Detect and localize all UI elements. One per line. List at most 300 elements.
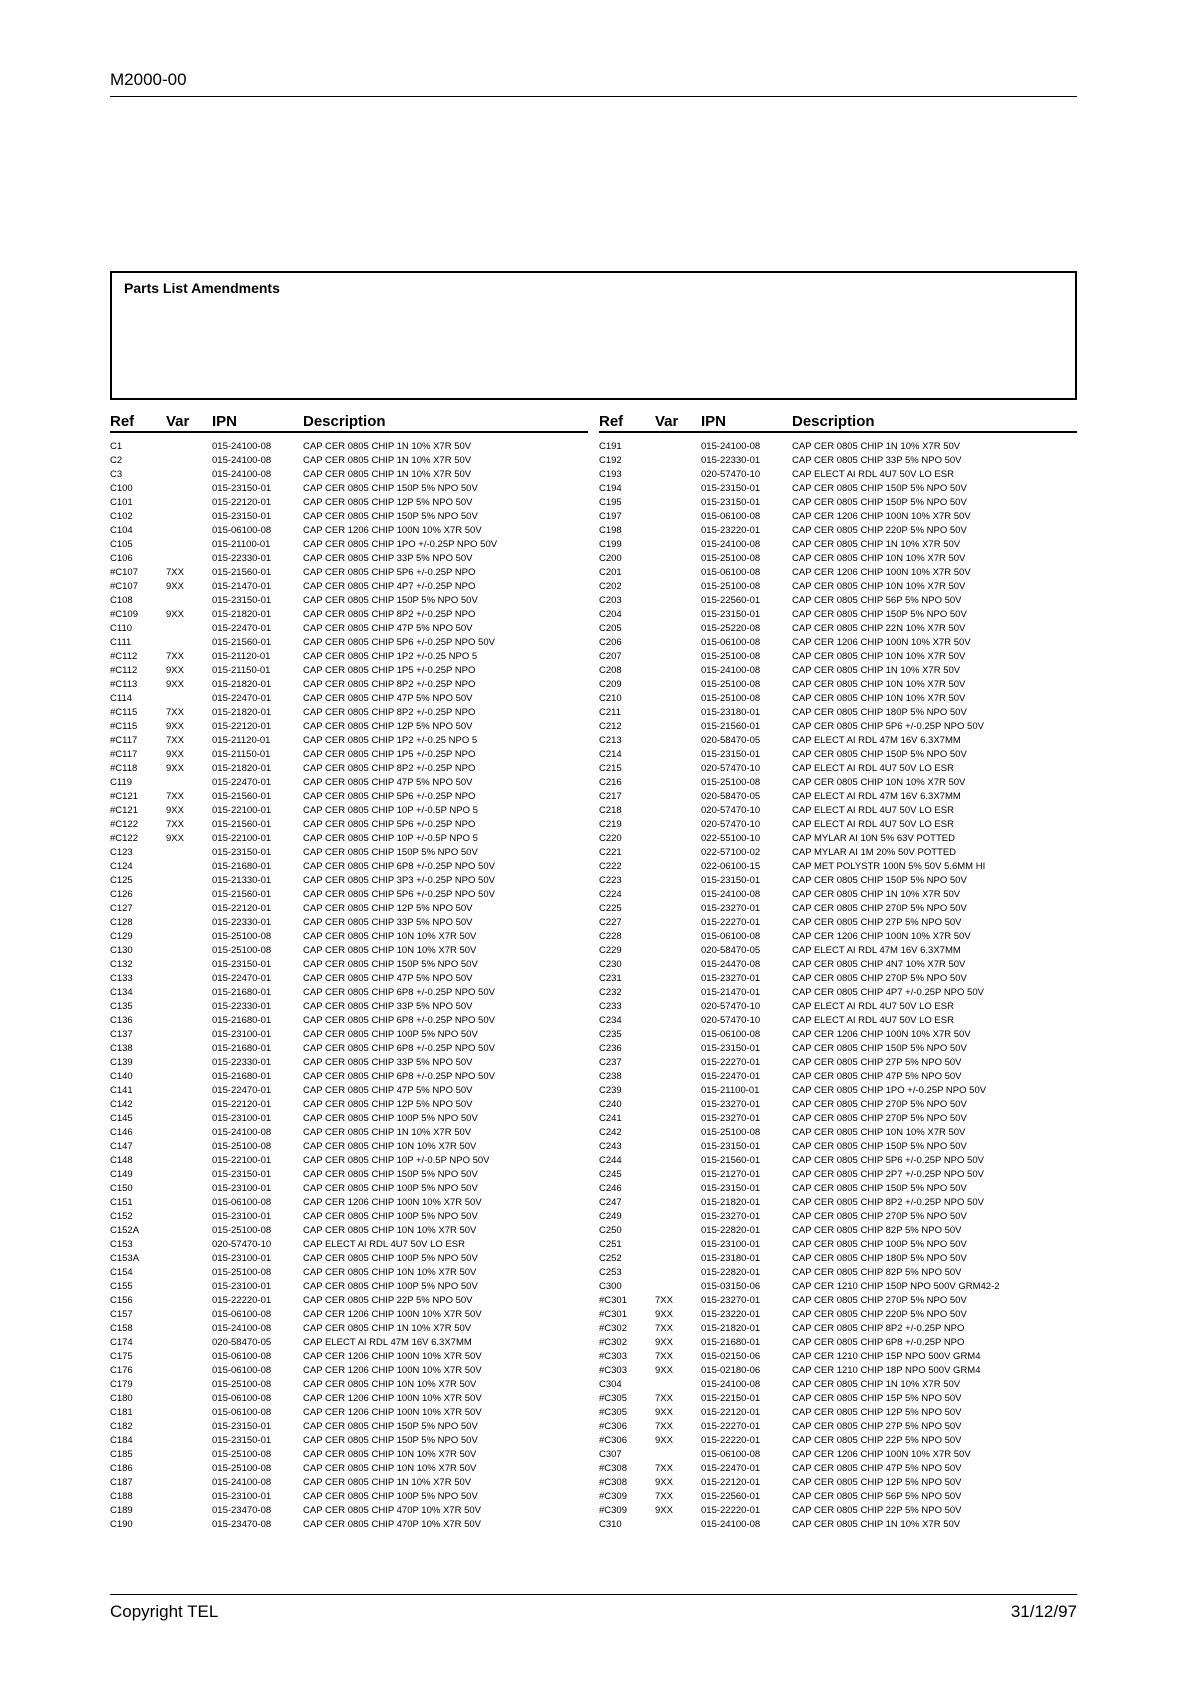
part-ipn: 015-23270-01	[701, 903, 761, 914]
part-ref: #C309	[599, 1491, 627, 1502]
part-ref: C174	[110, 1337, 133, 1348]
part-description: CAP CER 1206 CHIP 100N 10% X7R 50V	[792, 637, 971, 648]
part-variant: 7XX	[655, 1351, 673, 1362]
table-row	[110, 622, 588, 636]
part-description: CAP CER 1206 CHIP 100N 10% X7R 50V	[792, 1449, 971, 1460]
part-ipn: 015-23150-01	[701, 1183, 761, 1194]
part-description: CAP CER 0805 CHIP 2P7 +/-0.25P NPO 50V	[792, 1169, 984, 1180]
part-description: CAP CER 0805 CHIP 150P 5% NPO 50V	[303, 595, 478, 606]
part-ipn: 015-22270-01	[701, 917, 761, 928]
part-description: CAP CER 0805 CHIP 100P 5% NPO 50V	[303, 1183, 478, 1194]
part-description: CAP CER 0805 CHIP 10N 10% X7R 50V	[792, 1127, 966, 1138]
part-description: CAP CER 0805 CHIP 1N 10% X7R 50V	[303, 455, 472, 466]
part-ipn: 015-24100-08	[701, 1379, 761, 1390]
part-variant: 9XX	[166, 749, 184, 760]
part-description: CAP MYLAR AI 1M 20% 50V POTTED	[792, 847, 957, 858]
table-row	[599, 832, 1077, 846]
table-row	[110, 510, 588, 524]
part-description: CAP CER 0805 CHIP 6P8 +/-0.25P NPO 50V	[303, 987, 495, 998]
part-ref: C130	[110, 945, 133, 956]
part-ref: C175	[110, 1351, 133, 1362]
part-ref: C194	[599, 483, 622, 494]
part-description: CAP CER 0805 CHIP 6P8 +/-0.25P NPO 50V	[303, 1071, 495, 1082]
table-row	[110, 846, 588, 860]
part-ref: C221	[599, 847, 622, 858]
part-ipn: 015-21560-01	[212, 791, 272, 802]
part-variant: 9XX	[166, 721, 184, 732]
part-ipn: 015-22120-01	[212, 903, 272, 914]
part-description: CAP CER 1206 CHIP 100N 10% X7R 50V	[303, 1197, 482, 1208]
part-description: CAP CER 0805 CHIP 22P 5% NPO 50V	[792, 1505, 962, 1516]
part-ref: C237	[599, 1057, 622, 1068]
part-ref: C199	[599, 539, 622, 550]
table-row	[110, 916, 588, 930]
part-ref: C104	[110, 525, 133, 536]
part-ref: C231	[599, 973, 622, 984]
part-description: CAP CER 0805 CHIP 100P 5% NPO 50V	[303, 1281, 478, 1292]
part-ref: #C122	[110, 819, 138, 830]
part-description: CAP CER 0805 CHIP 10N 10% X7R 50V	[792, 553, 966, 564]
part-description: CAP CER 0805 CHIP 1N 10% X7R 50V	[303, 469, 472, 480]
part-ref: C251	[599, 1239, 622, 1250]
part-ipn: 015-21560-01	[212, 637, 272, 648]
part-ipn: 015-21120-01	[212, 651, 271, 662]
part-description: CAP CER 0805 CHIP 270P 5% NPO 50V	[792, 1113, 967, 1124]
part-ipn: 015-21560-01	[701, 1155, 761, 1166]
part-ipn: 022-55100-10	[701, 833, 761, 844]
table-row	[599, 1448, 1077, 1462]
part-description: CAP CER 0805 CHIP 100P 5% NPO 50V	[303, 1491, 478, 1502]
part-ref: C145	[110, 1113, 133, 1124]
table-row	[110, 720, 588, 734]
part-ipn: 015-06100-08	[212, 1407, 272, 1418]
part-ipn: 015-21680-01	[212, 1071, 272, 1082]
part-description: CAP CER 0805 CHIP 10N 10% X7R 50V	[303, 1225, 477, 1236]
part-description: CAP CER 0805 CHIP 33P 5% NPO 50V	[303, 917, 473, 928]
part-description: CAP CER 0805 CHIP 270P 5% NPO 50V	[792, 1295, 967, 1306]
part-description: CAP CER 0805 CHIP 5P6 +/-0.25P NPO 50V	[303, 637, 495, 648]
part-ipn: 015-22470-01	[212, 623, 272, 634]
table-row	[599, 608, 1077, 622]
part-description: CAP CER 0805 CHIP 4P7 +/-0.25P NPO	[303, 581, 476, 592]
table-row	[599, 1406, 1077, 1420]
table-row	[110, 790, 588, 804]
part-ipn: 015-21820-01	[212, 679, 272, 690]
part-description: CAP CER 0805 CHIP 47P 5% NPO 50V	[792, 1463, 962, 1474]
part-ipn: 015-21270-01	[701, 1169, 761, 1180]
part-ref: C134	[110, 987, 133, 998]
part-ipn: 015-25100-08	[701, 679, 761, 690]
table-row	[599, 1224, 1077, 1238]
part-description: CAP CER 0805 CHIP 5P6 +/-0.25P NPO 50V	[792, 721, 984, 732]
part-ref: C243	[599, 1141, 622, 1152]
part-ref: C153A	[110, 1253, 140, 1264]
part-description: CAP CER 0805 CHIP 5P6 +/-0.25P NPO	[303, 567, 476, 578]
part-ref: C182	[110, 1421, 133, 1432]
table-row	[110, 958, 588, 972]
part-ref: C181	[110, 1407, 133, 1418]
part-description: CAP CER 0805 CHIP 4N7 10% X7R 50V	[792, 959, 966, 970]
part-ipn: 015-25100-08	[212, 1141, 272, 1152]
part-description: CAP CER 0805 CHIP 1PO +/-0.25P NPO 50V	[792, 1085, 987, 1096]
part-ipn: 015-22820-01	[701, 1267, 761, 1278]
table-row	[599, 1182, 1077, 1196]
part-ref: C211	[599, 707, 622, 718]
table-row	[599, 1308, 1077, 1322]
part-ref: C137	[110, 1029, 133, 1040]
copyright: Copyright TEL	[110, 1602, 219, 1621]
part-ipn: 015-21150-01	[212, 665, 271, 676]
table-row	[110, 930, 588, 944]
part-ref: C206	[599, 637, 622, 648]
table-row	[110, 454, 588, 468]
part-description: CAP CER 0805 CHIP 12P 5% NPO 50V	[792, 1477, 962, 1488]
part-description: CAP CER 0805 CHIP 33P 5% NPO 50V	[792, 455, 962, 466]
part-ref: C241	[599, 1113, 622, 1124]
part-variant: 7XX	[655, 1421, 673, 1432]
part-ipn: 015-22330-01	[212, 917, 272, 928]
part-ref: #C115	[110, 721, 138, 732]
part-ipn: 015-23100-01	[212, 1113, 272, 1124]
amendments-box	[110, 271, 1077, 400]
table-row	[110, 1126, 588, 1140]
part-ref: C100	[110, 483, 133, 494]
table-row	[599, 916, 1077, 930]
table-row	[599, 1154, 1077, 1168]
table-row	[599, 636, 1077, 650]
table-row	[110, 944, 588, 958]
table-row	[599, 874, 1077, 888]
part-ref: #C305	[599, 1407, 627, 1418]
part-description: CAP CER 0805 CHIP 1P5 +/-0.25P NPO	[303, 749, 476, 760]
part-ipn: 015-21100-01	[212, 539, 271, 550]
part-ipn: 015-22220-01	[701, 1435, 761, 1446]
table-row	[110, 1056, 588, 1070]
table-row	[110, 1238, 588, 1252]
part-ref: C198	[599, 525, 622, 536]
table-row	[110, 524, 588, 538]
part-description: CAP CER 0805 CHIP 6P8 +/-0.25P NPO 50V	[303, 861, 495, 872]
part-ref: C149	[110, 1169, 133, 1180]
table-row	[599, 692, 1077, 706]
part-description: CAP CER 0805 CHIP 10P +/-0.5P NPO 5	[303, 805, 478, 816]
part-description: CAP CER 0805 CHIP 10N 10% X7R 50V	[792, 679, 966, 690]
part-description: CAP CER 0805 CHIP 82P 5% NPO 50V	[792, 1225, 962, 1236]
part-description: CAP CER 0805 CHIP 150P 5% NPO 50V	[792, 749, 967, 760]
part-description: CAP ELECT AI RDL 4U7 50V LO ESR	[792, 469, 954, 480]
part-description: CAP ELECT AI RDL 4U7 50V LO ESR	[792, 1015, 954, 1026]
table-row	[110, 496, 588, 510]
part-ref: C189	[110, 1505, 133, 1516]
part-description: CAP CER 0805 CHIP 150P 5% NPO 50V	[792, 875, 967, 886]
part-ref: C193	[599, 469, 622, 480]
part-ipn: 015-22330-01	[701, 455, 761, 466]
table-row	[599, 510, 1077, 524]
part-ref: C252	[599, 1253, 622, 1264]
part-ipn: 015-22470-01	[212, 973, 272, 984]
part-description: CAP CER 0805 CHIP 100P 5% NPO 50V	[303, 1029, 478, 1040]
part-ipn: 015-22330-01	[212, 1057, 272, 1068]
part-ref: C127	[110, 903, 133, 914]
part-ref: C229	[599, 945, 622, 956]
part-description: CAP CER 0805 CHIP 150P 5% NPO 50V	[303, 1421, 478, 1432]
table-row	[110, 902, 588, 916]
part-ref: C197	[599, 511, 622, 522]
part-description: CAP CER 0805 CHIP 8P2 +/-0.25P NPO	[303, 609, 476, 620]
part-ref: #C302	[599, 1337, 627, 1348]
part-ipn: 015-23150-01	[212, 483, 272, 494]
part-ipn: 015-25100-08	[212, 945, 272, 956]
part-description: CAP CER 0805 CHIP 10N 10% X7R 50V	[303, 945, 477, 956]
table-row	[110, 1070, 588, 1084]
part-ipn: 015-22150-01	[701, 1393, 761, 1404]
part-variant: 9XX	[166, 805, 184, 816]
table-row	[599, 1028, 1077, 1042]
part-ipn: 015-22470-01	[701, 1463, 761, 1474]
part-ref: #C301	[599, 1309, 627, 1320]
table-row	[599, 1252, 1077, 1266]
part-description: CAP CER 0805 CHIP 100P 5% NPO 50V	[303, 1211, 478, 1222]
table-row	[110, 832, 588, 846]
table-row	[599, 622, 1077, 636]
part-ipn: 015-22820-01	[701, 1225, 761, 1236]
part-description: CAP CER 0805 CHIP 10N 10% X7R 50V	[303, 1463, 477, 1474]
table-row	[110, 566, 588, 580]
table-header	[599, 413, 1077, 433]
part-variant: 9XX	[655, 1365, 673, 1376]
part-description: CAP CER 0805 CHIP 270P 5% NPO 50V	[792, 903, 967, 914]
table-row	[110, 1042, 588, 1056]
table-row	[599, 1462, 1077, 1476]
part-description: CAP CER 0805 CHIP 12P 5% NPO 50V	[303, 903, 473, 914]
part-variant: 9XX	[166, 763, 184, 774]
part-ipn: 020-57470-10	[701, 469, 761, 480]
part-description: CAP CER 0805 CHIP 150P 5% NPO 50V	[303, 483, 478, 494]
part-ref: C141	[110, 1085, 133, 1096]
table-row	[599, 1084, 1077, 1098]
document-id: M2000-00	[110, 70, 187, 89]
part-ipn: 015-03150-06	[701, 1281, 761, 1292]
part-ipn: 015-22560-01	[701, 1491, 761, 1502]
part-ipn: 015-25100-08	[701, 651, 761, 662]
part-ref: C135	[110, 1001, 133, 1012]
part-ref: C203	[599, 595, 622, 606]
part-ipn: 015-23150-01	[212, 1435, 272, 1446]
part-ipn: 015-21680-01	[212, 861, 272, 872]
table-row	[599, 790, 1077, 804]
part-ipn: 015-21560-01	[212, 819, 272, 830]
table-row	[599, 1336, 1077, 1350]
table-row	[599, 762, 1077, 776]
part-ipn: 015-23270-01	[701, 1113, 761, 1124]
part-description: CAP CER 0805 CHIP 47P 5% NPO 50V	[303, 623, 473, 634]
part-ipn: 015-23270-01	[701, 1099, 761, 1110]
part-ref: C148	[110, 1155, 133, 1166]
part-ref: #C112	[110, 651, 138, 662]
part-ipn: 015-24100-08	[212, 455, 272, 466]
table-row	[110, 776, 588, 790]
part-ipn: 015-06100-08	[212, 1309, 272, 1320]
part-ipn: 015-06100-08	[212, 1393, 272, 1404]
table-row	[599, 1168, 1077, 1182]
part-ref: C110	[110, 623, 133, 634]
part-description: CAP CER 0805 CHIP 22N 10% X7R 50V	[792, 623, 966, 634]
part-ipn: 020-57470-10	[701, 763, 761, 774]
table-row	[110, 608, 588, 622]
part-ref: C187	[110, 1477, 133, 1488]
header-ipn: IPN	[212, 413, 238, 430]
part-ipn: 015-23150-01	[701, 497, 761, 508]
part-ipn: 015-22560-01	[701, 595, 761, 606]
part-ipn: 015-23470-08	[212, 1505, 272, 1516]
part-description: CAP CER 1210 CHIP 150P NPO 500V GRM42-2	[792, 1281, 1000, 1292]
part-ipn: 015-02150-06	[701, 1351, 761, 1362]
table-row	[599, 1504, 1077, 1518]
part-ipn: 015-23100-01	[701, 1239, 761, 1250]
part-ipn: 015-23100-01	[212, 1281, 272, 1292]
part-ref: #C302	[599, 1323, 627, 1334]
part-ipn: 015-06100-08	[212, 1365, 272, 1376]
header-description: Description	[792, 413, 875, 430]
part-ipn: 015-06100-08	[701, 567, 761, 578]
part-ref: C224	[599, 889, 622, 900]
part-ref: C185	[110, 1449, 133, 1460]
part-ref: #C305	[599, 1393, 627, 1404]
part-ref: C146	[110, 1127, 133, 1138]
table-header	[110, 413, 588, 433]
table-row	[599, 944, 1077, 958]
part-ref: C235	[599, 1029, 622, 1040]
part-ipn: 015-23100-01	[212, 1491, 272, 1502]
part-description: CAP ELECT AI RDL 47M 16V 6.3X7MM	[792, 735, 961, 746]
part-ref: C202	[599, 581, 622, 592]
part-ref: C105	[110, 539, 133, 550]
part-ipn: 015-21330-01	[212, 875, 272, 886]
table-row	[110, 580, 588, 594]
part-description: CAP ELECT AI RDL 47M 16V 6.3X7MM	[792, 945, 961, 956]
table-row	[599, 930, 1077, 944]
part-description: CAP CER 0805 CHIP 270P 5% NPO 50V	[792, 973, 967, 984]
parts-table-left	[110, 413, 588, 1532]
part-ref: C228	[599, 931, 622, 942]
part-ipn: 015-06100-08	[701, 1029, 761, 1040]
part-description: CAP CER 1206 CHIP 100N 10% X7R 50V	[303, 1351, 482, 1362]
part-ref: C3	[110, 469, 123, 480]
table-row	[599, 804, 1077, 818]
part-ref: C151	[110, 1197, 133, 1208]
part-ref: C119	[110, 777, 133, 788]
part-ref: C176	[110, 1365, 133, 1376]
part-ipn: 022-57100-02	[701, 847, 761, 858]
part-ref: C247	[599, 1197, 622, 1208]
part-ref: C253	[599, 1267, 622, 1278]
table-row	[110, 1014, 588, 1028]
part-description: CAP CER 0805 CHIP 6P8 +/-0.25P NPO 50V	[303, 1043, 495, 1054]
table-row	[110, 1000, 588, 1014]
part-ref: C101	[110, 497, 133, 508]
part-ref: #C117	[110, 749, 138, 760]
part-description: CAP CER 0805 CHIP 1PO +/-0.25P NPO 50V	[303, 539, 498, 550]
part-description: CAP CER 0805 CHIP 1N 10% X7R 50V	[303, 1323, 472, 1334]
part-ref: C238	[599, 1071, 622, 1082]
table-row	[110, 1490, 588, 1504]
part-ref: C204	[599, 609, 622, 620]
part-ref: C249	[599, 1211, 622, 1222]
table-row	[110, 1210, 588, 1224]
table-row	[599, 1476, 1077, 1490]
table-row	[110, 706, 588, 720]
part-ref: #C109	[110, 609, 138, 620]
table-row	[110, 1098, 588, 1112]
table-row	[599, 1000, 1077, 1014]
part-ref: C138	[110, 1043, 133, 1054]
part-variant: 7XX	[655, 1491, 673, 1502]
part-ref: C233	[599, 1001, 622, 1012]
part-description: CAP CER 0805 CHIP 5P6 +/-0.25P NPO 50V	[303, 889, 495, 900]
part-ipn: 015-23150-01	[701, 1141, 761, 1152]
table-row	[110, 468, 588, 482]
part-variant: 7XX	[166, 707, 184, 718]
part-description: CAP CER 0805 CHIP 270P 5% NPO 50V	[792, 1099, 967, 1110]
part-description: CAP CER 0805 CHIP 12P 5% NPO 50V	[303, 1099, 473, 1110]
table-row	[110, 734, 588, 748]
part-ref: C158	[110, 1323, 133, 1334]
part-description: CAP CER 0805 CHIP 1N 10% X7R 50V	[303, 1477, 472, 1488]
part-variant: 9XX	[655, 1337, 673, 1348]
part-ipn: 015-24100-08	[212, 1323, 272, 1334]
table-row	[110, 482, 588, 496]
table-row	[599, 860, 1077, 874]
part-ref: #C303	[599, 1365, 627, 1376]
part-description: CAP CER 0805 CHIP 10N 10% X7R 50V	[303, 1379, 477, 1390]
part-description: CAP CER 0805 CHIP 8P2 +/-0.25P NPO	[303, 763, 476, 774]
table-row	[599, 1070, 1077, 1084]
part-ref: C213	[599, 735, 622, 746]
part-ref: C139	[110, 1057, 133, 1068]
table-row	[599, 986, 1077, 1000]
part-ipn: 020-57470-10	[701, 1015, 761, 1026]
part-ref: C124	[110, 861, 133, 872]
part-ipn: 015-06100-08	[212, 1197, 272, 1208]
part-ref: #C115	[110, 707, 138, 718]
part-ref: C300	[599, 1281, 622, 1292]
part-ref: #C112	[110, 665, 138, 676]
header-var: Var	[655, 413, 679, 430]
part-ipn: 015-21820-01	[701, 1197, 761, 1208]
part-ref: C304	[599, 1379, 622, 1390]
part-variant: 7XX	[655, 1323, 673, 1334]
part-ref: C184	[110, 1435, 133, 1446]
part-ref: C186	[110, 1463, 133, 1474]
part-description: CAP CER 0805 CHIP 12P 5% NPO 50V	[303, 721, 473, 732]
part-ref: C209	[599, 679, 622, 690]
part-ref: C210	[599, 693, 622, 704]
table-row	[599, 482, 1077, 496]
part-description: CAP CER 0805 CHIP 8P2 +/-0.25P NPO 50V	[792, 1197, 984, 1208]
table-row	[599, 776, 1077, 790]
table-row	[110, 552, 588, 566]
part-variant: 9XX	[655, 1505, 673, 1516]
table-row	[599, 1238, 1077, 1252]
part-ref: C150	[110, 1183, 133, 1194]
part-description: CAP CER 0805 CHIP 4P7 +/-0.25P NPO 50V	[792, 987, 984, 998]
part-ref: C208	[599, 665, 622, 676]
table-row	[110, 1112, 588, 1126]
part-ref: C180	[110, 1393, 133, 1404]
part-description: CAP CER 0805 CHIP 1N 10% X7R 50V	[792, 889, 961, 900]
table-row	[110, 664, 588, 678]
table-row	[599, 1294, 1077, 1308]
